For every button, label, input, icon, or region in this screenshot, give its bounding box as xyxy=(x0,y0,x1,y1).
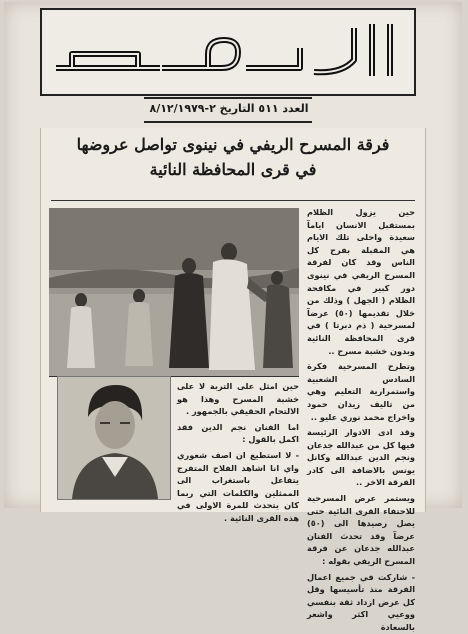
paragraph: وقد ادى الادوار الرئيسة فيها كل من عبدالله جدعان ونجم الدين عبدالله وكانل يونس بالاضافة الى كادر الفرقة الاخر .. xyxy=(307,427,415,488)
masthead-logo xyxy=(42,10,414,94)
article-right-column xyxy=(307,206,416,632)
headline-rule xyxy=(51,200,415,201)
paragraph: - لا استطيع ان اصف شعوري واي انا اشاهد الفلاح المتفرج يتفاعل باستغراب الى الممثلين والكلمات التي ربما كان يتحدث للمرة الاولى في هذه القرى النائية . xyxy=(177,449,299,523)
portrait-photo xyxy=(57,376,171,500)
paragraph: ويستمر عرض المسرحية للاحتفاء القرى النائية حتى يصل رصيدها الى (٥٠) عرضآ وقد تحدث الفنان عبدالله جدعان عن فرقة المسرح الريفي بقوله : xyxy=(307,493,415,567)
paragraph: اما الفنان نجم الدين فقد اكمل بالقول : xyxy=(177,421,299,445)
issue-info: العدد ٥١١ التاريخ ٢-٨/١٢/١٩٧٩ xyxy=(149,102,309,115)
article-clipping xyxy=(40,128,426,632)
masthead xyxy=(40,8,416,96)
issue-rule-bottom xyxy=(144,121,312,123)
article-left-column xyxy=(177,380,299,523)
paragraph: حين امثل على التربة لا على خشبة المسرح وهذا هو الالتحام الحقيقي بالجمهور . xyxy=(177,381,299,417)
headline-line-2: في قرى المحافظة النائية xyxy=(149,160,317,179)
newspaper-page xyxy=(4,2,462,632)
headline-line-1: فرقة المسرح الريفي في نينوى تواصل عروضها xyxy=(76,135,390,154)
paragraph: - شاركت في جميع اعمال الفرقة منذ تأسيسها وقل كل عرض ازداد ثقة بنفسي ووعيي اكثر واشعر بالسعادة xyxy=(307,571,415,632)
paragraph: وتطرح المسرحية فكرة السادس الشعبية واستمرارية التعليم وهي من تاليف زيدان حمود واخراج محمد نوري عليو .. xyxy=(307,361,415,422)
article-headline xyxy=(49,132,417,182)
paragraph: حين يزول الظلام بمستقبل الانسان ايامآ سعيدة واحلى تلك الايام هي المقبلة بفرح كل الناس وقد كان لفرقة المسرح الريفي في نينوى دور كبير في مكافحة الظلام ( الجهل ) وذلك من خلال تقديمها (٥٠) عرضآ لمسرحية ( ذم دبرتا ) في قرى المحافظة النائية وبدون خشبة مسرح .. xyxy=(307,207,416,356)
performance-photo xyxy=(49,208,299,376)
